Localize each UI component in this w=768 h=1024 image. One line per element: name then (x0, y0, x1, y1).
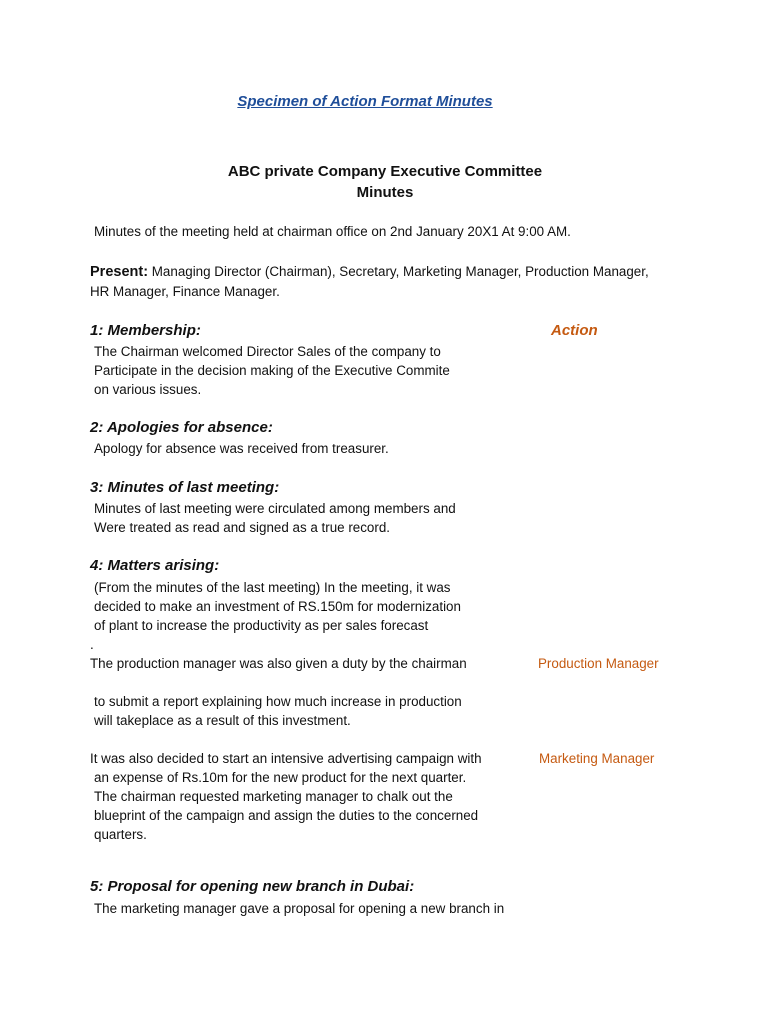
action-marketing-manager: Marketing Manager (539, 751, 655, 766)
report-paragraph (94, 692, 462, 730)
action-column-header: Action (551, 322, 598, 339)
present-attendees-line1: Managing Director (Chairman), Secretary, Marketing Manager, Production Manager, (151, 264, 649, 279)
section-heading-last-meeting: 3: Minutes of last meeting: (90, 479, 280, 496)
action-production-manager: Production Manager (538, 656, 659, 671)
body-line: of plant to increase the productivity as per sales forecast (94, 618, 429, 633)
body-line: The chairman requested marketing manager to chalk out the (94, 789, 453, 804)
section-body-apologies (94, 439, 389, 458)
stray-period: . (90, 637, 94, 652)
minutes-subtitle: Minutes (356, 184, 414, 201)
present-label: Present: (90, 264, 149, 280)
section-heading-matters-arising: 4: Matters arising: (90, 557, 220, 574)
body-line: (From the minutes of the last meeting) In the meeting, it was (94, 580, 451, 595)
body-line: Were treated as read and signed as a true record. (94, 520, 391, 535)
section-heading-membership: 1: Membership: (90, 322, 201, 339)
body-line: blueprint of the campaign and assign the duties to the concerned (94, 808, 479, 823)
body-line: will takeplace as a result of this investment. (94, 713, 351, 728)
body-line: quarters. (94, 827, 147, 842)
body-line: The marketing manager gave a proposal for opening a new branch in (94, 901, 505, 916)
section-heading-apologies: 2: Apologies for absence: (90, 419, 273, 436)
section-body-matters-arising (94, 578, 461, 635)
section-body-membership (94, 342, 450, 399)
body-line: on various issues. (94, 382, 202, 397)
body-line: decided to make an investment of RS.150m for modernization (94, 599, 461, 614)
body-line: an expense of Rs.10m for the new product for the next quarter. (94, 770, 467, 785)
company-title: ABC private Company Executive Committee (227, 163, 543, 180)
advertising-paragraph (94, 768, 478, 844)
body-line: Apology for absence was received from treasurer. (94, 441, 389, 456)
meeting-intro: Minutes of the meeting held at chairman office on 2nd January 20X1 At 9:00 AM. (94, 224, 571, 239)
body-line: Participate in the decision making of the Executive Commite (94, 363, 450, 378)
advertising-first-line: It was also decided to start an intensive advertising campaign with (90, 751, 482, 766)
present-block (90, 262, 649, 301)
section-body-last-meeting (94, 499, 456, 537)
company-title-block (0, 161, 768, 203)
section-heading-dubai-branch: 5: Proposal for opening new branch in Dubai: (90, 878, 415, 895)
body-line: to submit a report explaining how much increase in production (94, 694, 462, 709)
body-line: Minutes of last meeting were circulated among members and (94, 501, 456, 516)
body-line: The Chairman welcomed Director Sales of the company to (94, 344, 441, 359)
present-attendees-line2: HR Manager, Finance Manager. (90, 284, 280, 299)
section-body-dubai-branch (94, 899, 504, 918)
document-title: Specimen of Action Format Minutes (237, 93, 493, 110)
production-duty-line: The production manager was also given a duty by the chairman (90, 656, 467, 671)
